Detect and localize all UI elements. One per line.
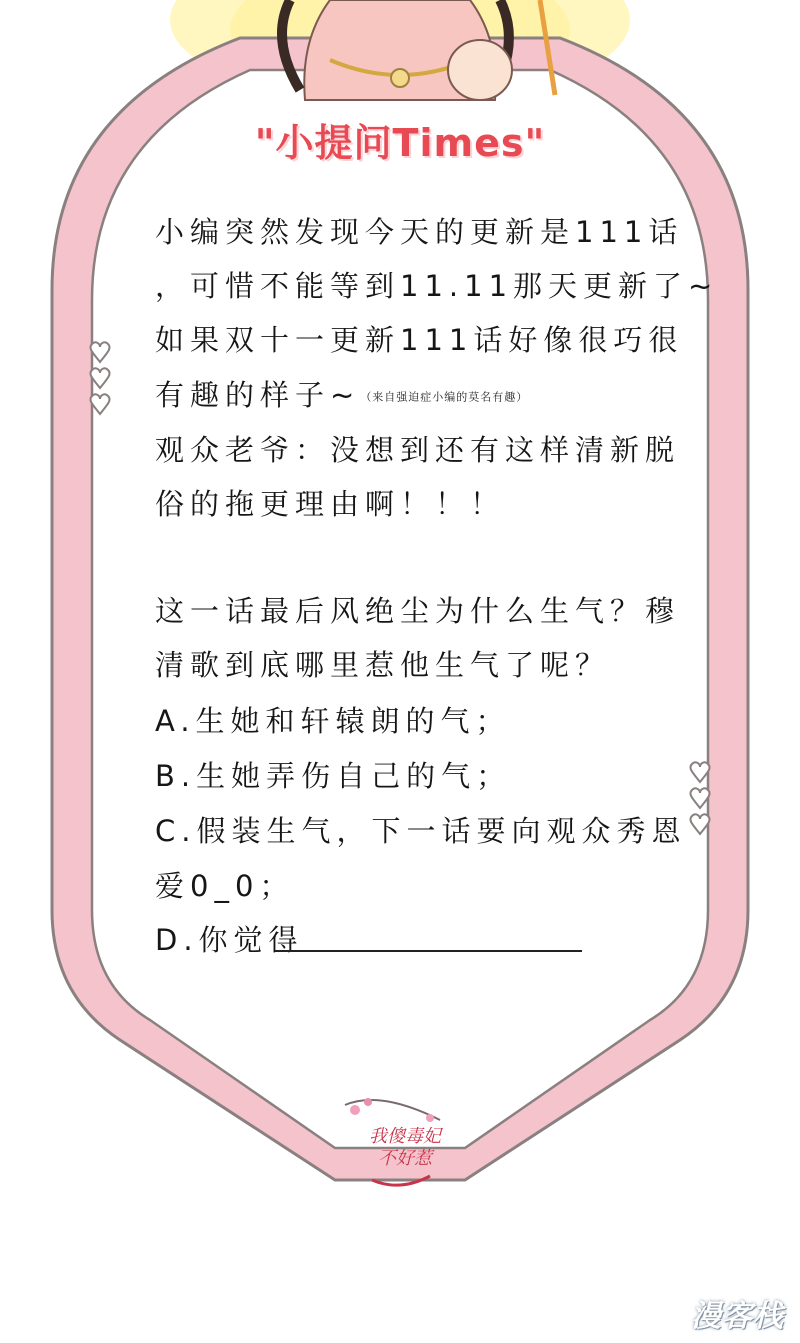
body-line-4 — [155, 378, 529, 412]
body-line-2: ，可惜不能等到11.11那天更新了~ — [155, 269, 719, 303]
body-line-6: 俗的拖更理由啊！！！ — [155, 487, 506, 521]
watermark-logo: 漫客栈 — [691, 1299, 784, 1334]
question-line-1: 这一话最后风绝尘为什么生气？穆 — [155, 594, 681, 628]
body-line-3: 如果双十一更新111话好像很巧很 — [155, 323, 684, 357]
logo-title-line2: 不好惹 — [378, 1148, 432, 1169]
answer-blank-line — [275, 950, 582, 952]
option-c: C.假装生气，下一话要向观众秀恩 — [155, 814, 687, 848]
logo-title-line1: 我傻毒妃 — [369, 1126, 441, 1147]
option-a: A.生她和轩辕朗的气； — [155, 704, 511, 738]
body-line-4-text: 有趣的样子~ — [155, 378, 361, 412]
body-line-1: 小编突然发现今天的更新是111话 — [155, 215, 684, 249]
small-note: （来自强迫症小编的莫名有趣） — [360, 390, 529, 404]
option-d: D.你觉得 — [155, 923, 304, 957]
question-line-2: 清歌到底哪里惹他生气了呢？ — [155, 648, 611, 682]
option-b: B.生她弄伤自己的气； — [155, 759, 512, 793]
heart-chain-icon-right — [690, 762, 709, 834]
option-c-cont: 爱0_0； — [155, 869, 295, 903]
heart-chain-icon-left — [90, 342, 109, 414]
body-line-5: 观众老爷：没想到还有这样清新脱 — [155, 433, 681, 467]
page-title: "小提问Times" — [254, 121, 546, 165]
